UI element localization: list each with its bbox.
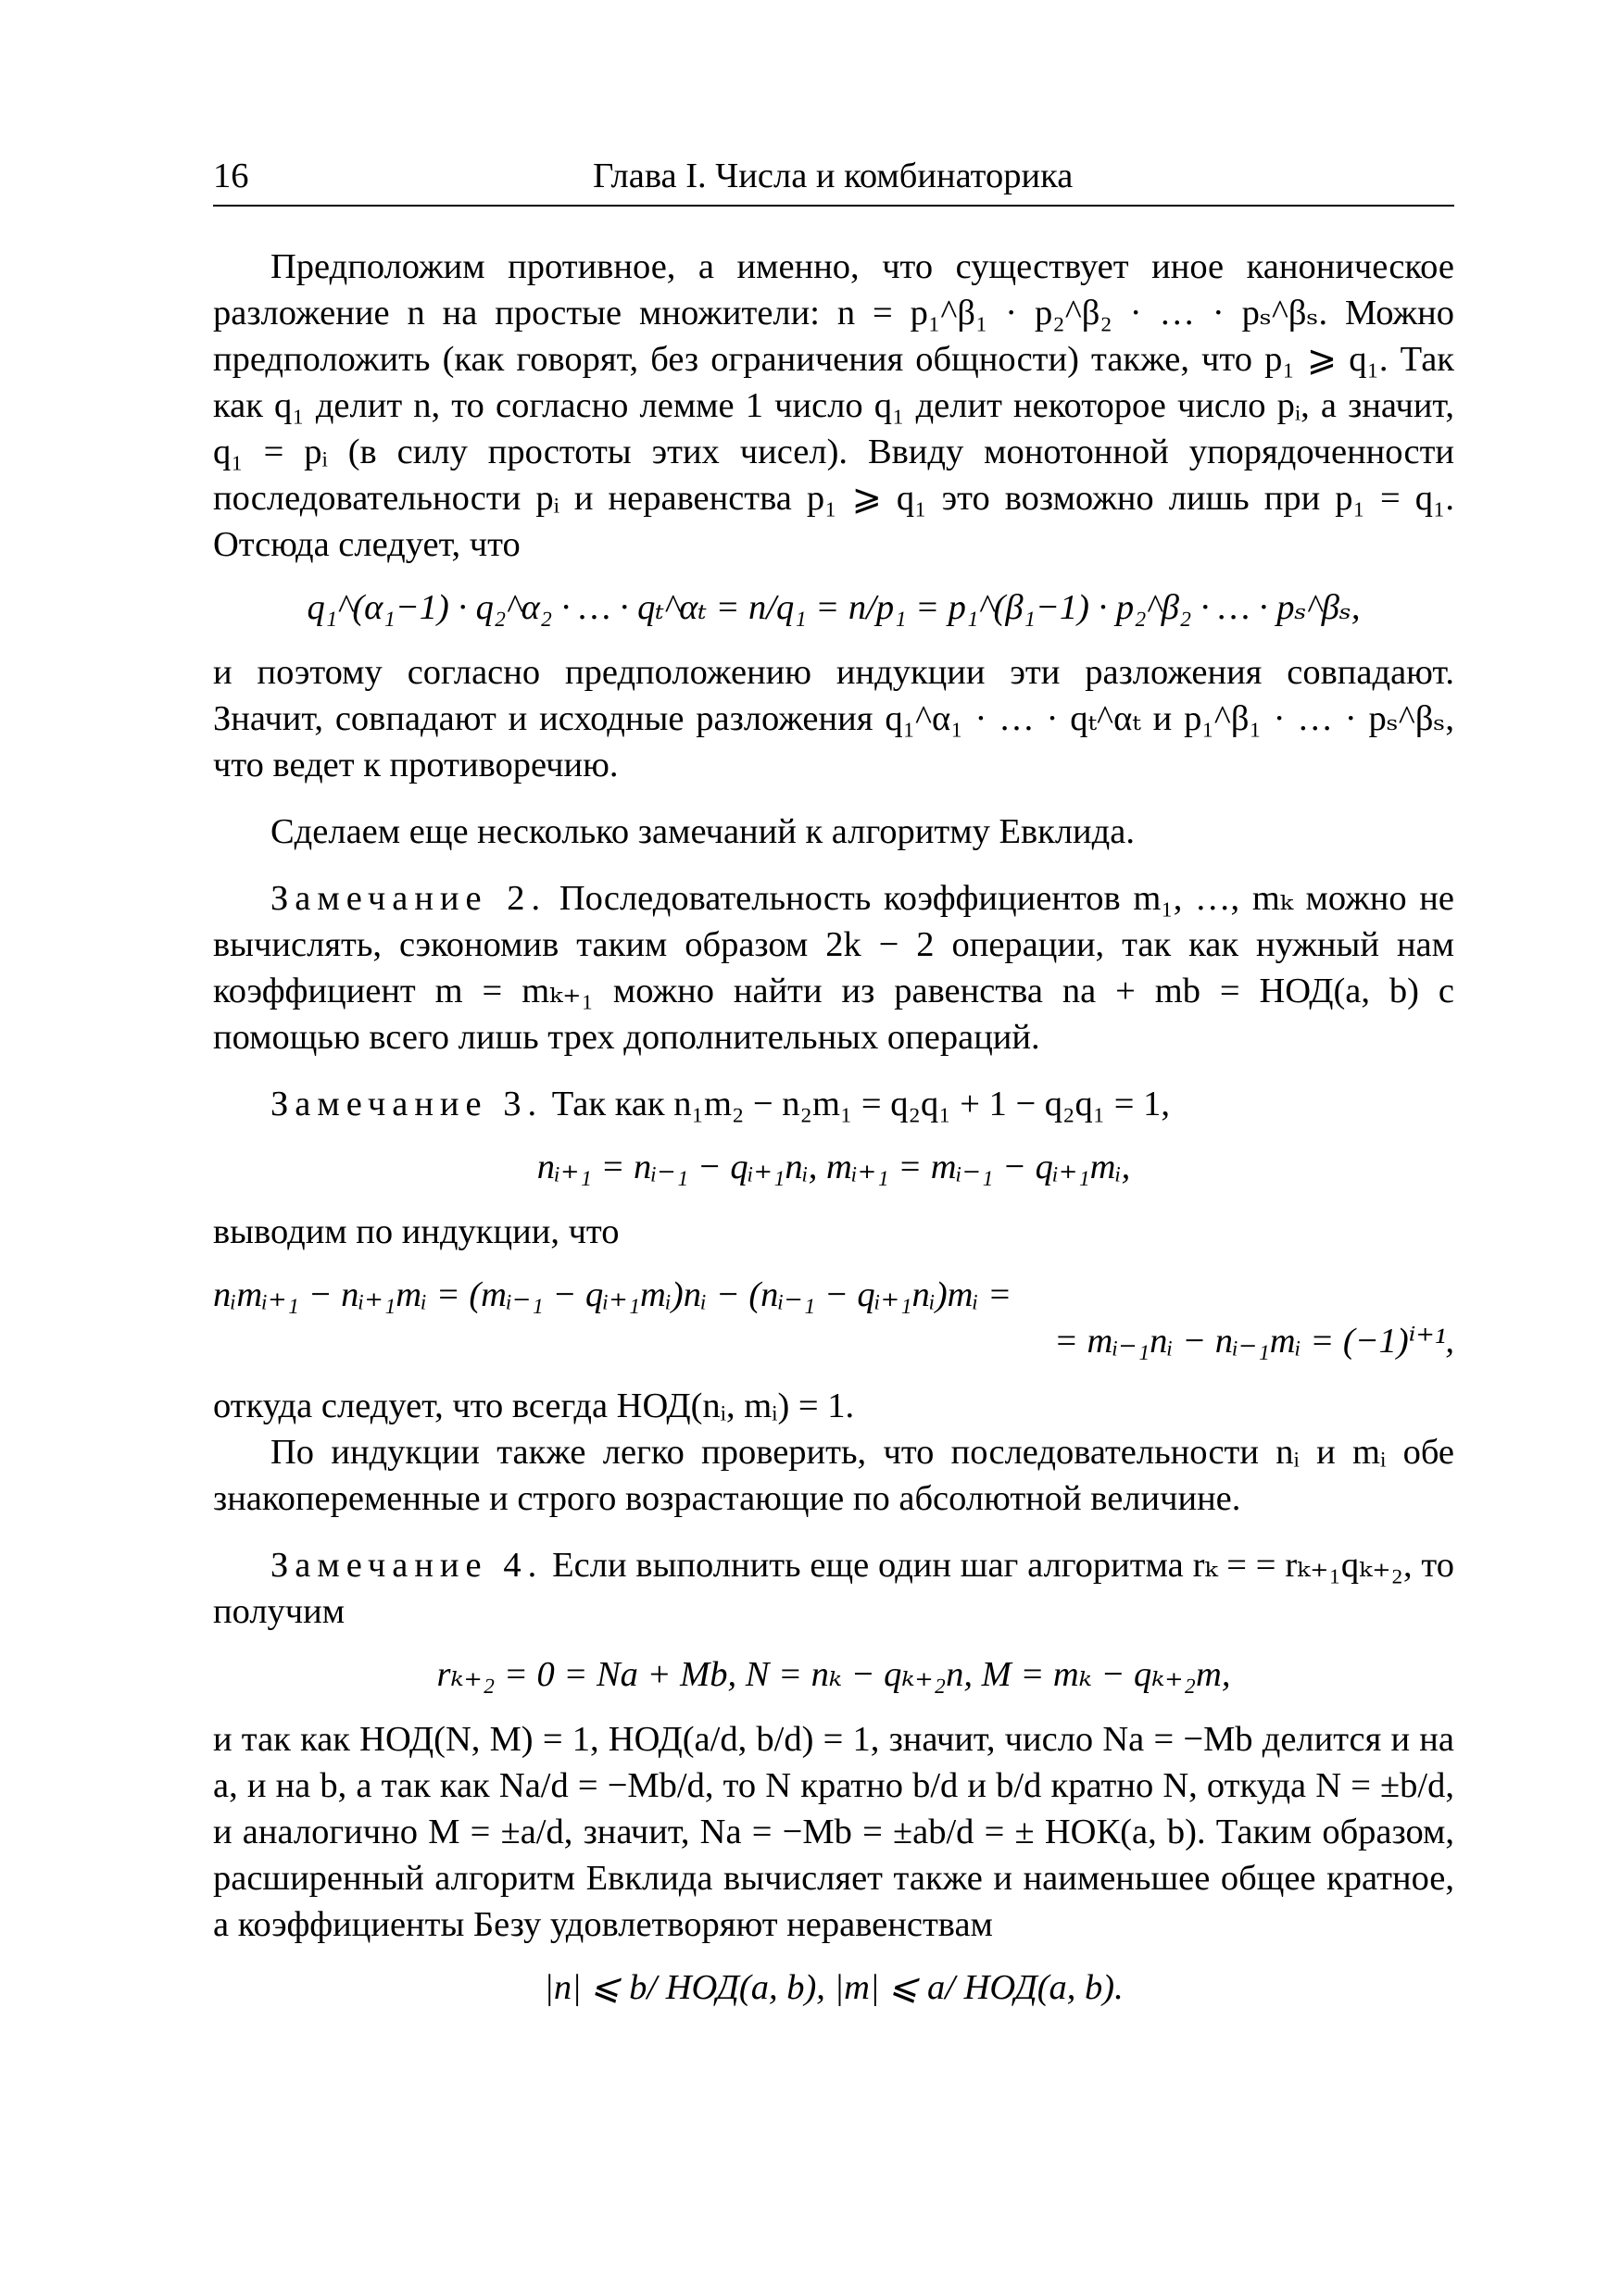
remark-3-text: Так как n₁m₂ − n₂m₁ = q₂q₁ + 1 − q₂q₁ = 1, (551, 1085, 1170, 1123)
paragraph-remarks-intro: Сделаем еще несколько замечаний к алгоритму Евклида. (270, 812, 1135, 851)
book-page (213, 153, 1454, 2029)
remark-4 (213, 1542, 1454, 1635)
page-header (213, 153, 1454, 207)
remark-4-label: Замечание 4. (270, 1546, 544, 1585)
paragraph-induction: выводим по индукции, что (213, 1212, 620, 1251)
remark-3 (213, 1081, 1454, 1127)
paragraph-gcd-one: откуда следует, что всегда НОД(nᵢ, mᵢ) = 1. (213, 1386, 855, 1425)
remark-3-label: Замечание 3. (270, 1085, 544, 1123)
paragraph-alternating: По индукции также легко проверить, что последовательности nᵢ и mᵢ обе знакопеременные и строго возрастающие по абсолютной величине. (213, 1433, 1454, 1518)
paragraph-proof: Предположим противное, а именно, что существует иное каноническое разложение n на простые множители: n = p₁^β₁ · p₂^β₂ · … · pₛ^βₛ. Можно предположить (как говорят, без ограничения общности) также, что p₁ ⩾ q₁. Так как q₁ делит n, то согласно лемме 1 число q₁ делит некоторое число pᵢ, а значит, q₁ = pᵢ (в силу простоты этих чисел). Ввиду монотонной упорядоченности последовательности pᵢ и неравенства p₁ ⩾ q₁ это возможно лишь при p₁ = q₁. Отсюда следует, что (213, 247, 1454, 564)
page-number: 16 (213, 157, 249, 195)
formula-determinant-line-2: = mᵢ₋₁nᵢ − nᵢ₋₁mᵢ = (−1)ⁱ⁺¹, (1053, 1322, 1454, 1361)
remark-4-text: Если выполнить еще один шаг алгоритма rₖ = = rₖ₊₁qₖ₊₂, то получим (213, 1546, 1454, 1631)
formula-determinant-line-1: nᵢmᵢ₊₁ − nᵢ₊₁mᵢ = (mᵢ₋₁ − qᵢ₊₁mᵢ)nᵢ − (nᵢ₋₁ − qᵢ₊₁nᵢ)mᵢ = (213, 1275, 1012, 1314)
formula-bezout-bounds: |n| ⩽ b/ НОД(a, b), |m| ⩽ a/ НОД(a, b). (544, 1968, 1124, 2007)
chapter-title: Глава I. Числа и комбинаторика (593, 157, 1074, 195)
formula-recurrence: nᵢ₊₁ = nᵢ₋₁ − qᵢ₊₁nᵢ, mᵢ₊₁ = mᵢ₋₁ − qᵢ₊₁mᵢ, (536, 1148, 1131, 1186)
remark-2-text: Последовательность коэффициентов m₁, …, mₖ можно не вычислять, сэкономив таким образом 2k − 2 операции, так как нужный нам коэффициент m = mₖ₊₁ можно найти из равенства na + mb = НОД(a, b) с помощью всего лишь трех дополнительных операций. (213, 879, 1454, 1057)
paragraph-lcm: и так как НОД(N, M) = 1, НОД(a/d, b/d) = 1, значит, число Na = −Mb делится и на a, и на b, а так как Na/d = −Mb/d, то N кратно b/d и b/d кратно N, откуда N = ±b/d, и аналогично M = ±a/d, значит, Na = −Mb = ±ab/d = ± НОК(a, b). Таким образом, расширенный алгоритм Евклида вычисляет также и наименьшее общее кратное, а коэффициенты Безу удовлетворяют неравенствам (213, 1720, 1454, 1944)
formula-factorization: q₁^(α₁−1) · q₂^α₂ · … · qₜ^αₜ = n/q₁ = n/p₁ = p₁^(β₁−1) · p₂^β₂ · … · pₛ^βₛ, (307, 588, 1361, 627)
remark-2-label: Замечание 2. (270, 879, 547, 918)
formula-extra-step: rₖ₊₂ = 0 = Na + Mb, N = nₖ − qₖ₊₂n, M = mₖ − qₖ₊₂m, (436, 1655, 1231, 1694)
remark-2 (213, 875, 1454, 1060)
paragraph-conclusion: и поэтому согласно предположению индукции эти разложения совпадают. Значит, совпадают и исходные разложения q₁^α₁ · … · qₜ^αₜ и p₁^β₁ · … · pₛ^βₛ, что ведет к противоречию. (213, 653, 1454, 784)
